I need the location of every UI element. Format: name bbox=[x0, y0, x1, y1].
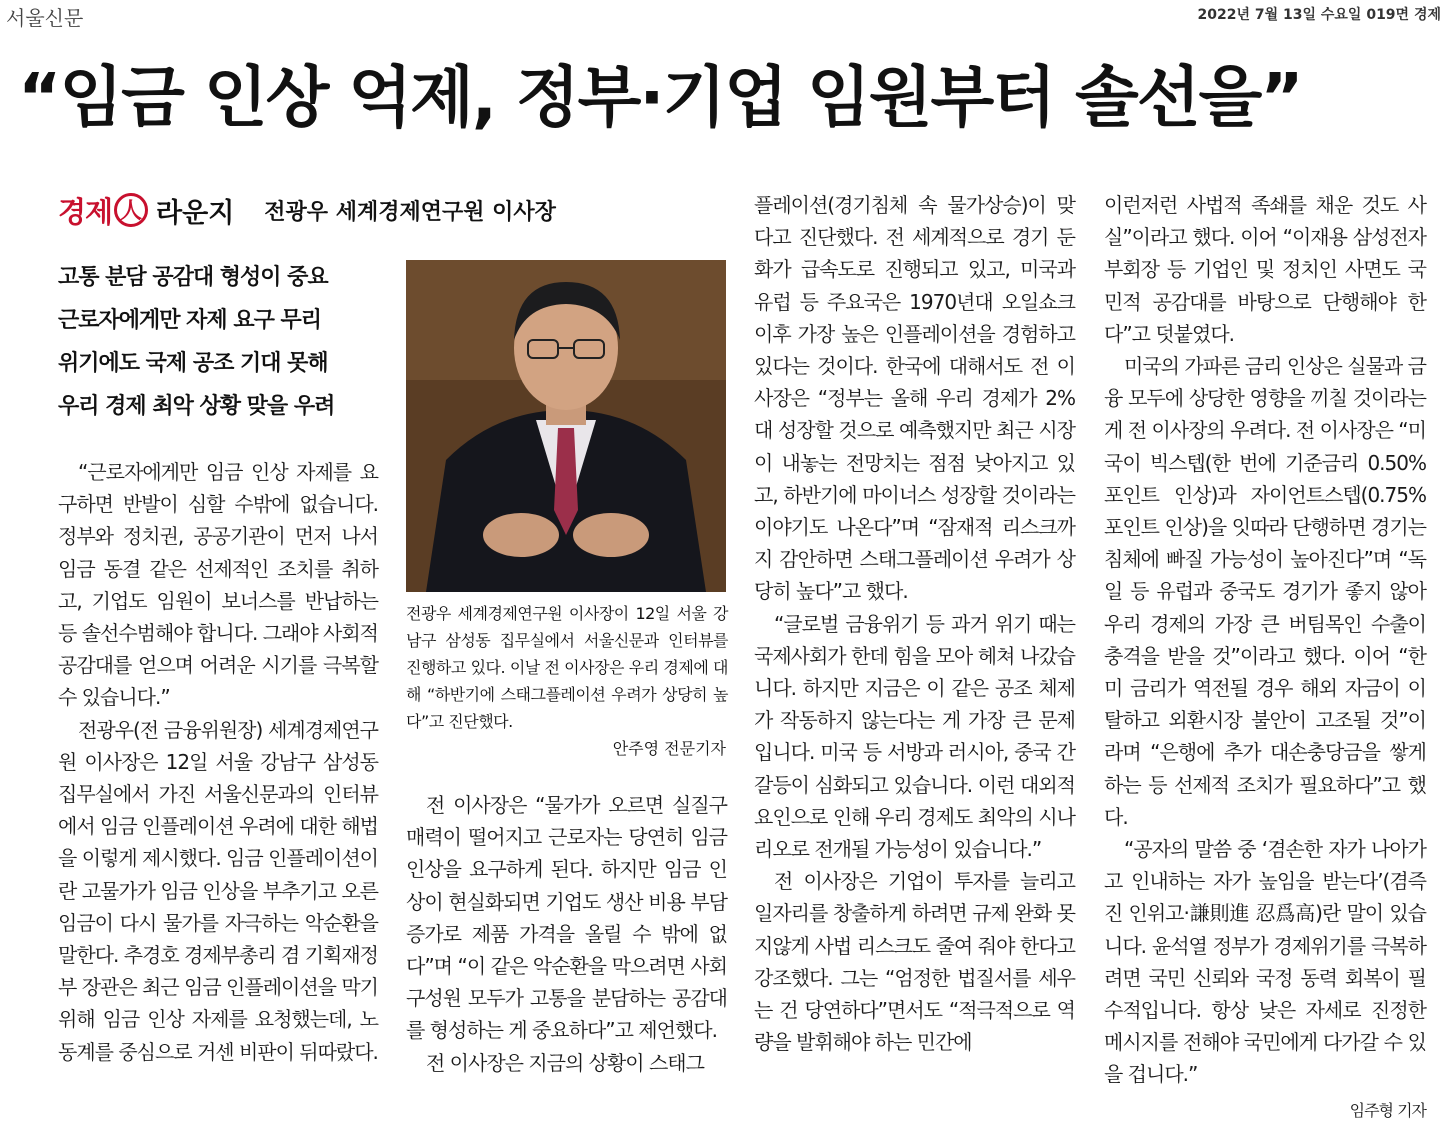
reporter-byline: 임주형 기자 bbox=[1349, 1100, 1426, 1120]
subheads bbox=[58, 256, 388, 428]
subhead: 우리 경제 최악 상황 맞을 우려 bbox=[58, 394, 335, 419]
photo-credit: 안주영 전문기자 bbox=[612, 739, 726, 758]
paragraph: 전광우(전 금융위원장) 세계경제연구원 이사장은 12일 서울 강남구 삼성동 집무실에서 가진 서울신문과의 인터뷰에서 임금 인플레이션 우려에 대한 해법을 이렇게 제시했다. 임금 인플레이션이란 고물가가 임금 인상을 부추기고 오른 임금이 다시 물가를 자극하는 악순환을 말한다. 추경호 경제부총리 겸 기획재정부 장관은 최근 임금 인플레이션을 막기 위해 임금 인상 자제를 요청했는데, 노동계를 중심으로 거센 비판이 뒤따랐다. bbox=[58, 717, 378, 1064]
masthead bbox=[0, 0, 1451, 36]
section-badge-icon: 人 bbox=[114, 193, 148, 227]
paragraph: “공자의 말씀 중 ‘겸손한 자가 나아가고 인내하는 자가 높임을 받는다’(겸즉진 인위고·謙則進 忍爲高)란 말이 있습니다. 윤석열 정부가 경제위기를 극복하려면 국민 신뢰와 국정 동력 회복이 필수적입니다. 항상 낮은 자세로 진정한 메시지를 전해야 국민에게 다가갈 수 있을 겁니다.” bbox=[1104, 837, 1426, 1087]
interview-photo bbox=[406, 260, 726, 592]
body-column-1 bbox=[58, 456, 378, 1068]
interviewee-title: 전광우 세계경제연구원 이사장 bbox=[264, 199, 556, 225]
subhead: 근로자에게만 자제 요구 무리 bbox=[58, 308, 322, 333]
paragraph: 플레이션(경기침체 속 물가상승)이 맞다고 진단했다. 전 세계적으로 경기 둔화가 급속도로 진행되고 있고, 미국과 유럽 등 주요국은 1970년대 오일쇼크 이후 가장 높은 인플레이션을 경험하고 있다는 것이다. 한국에 대해서도 전 이사장은 “정부는 올해 우리 경제가 2%대 성장할 것으로 예측했지만 최근 시장이 내놓는 전망치는 점점 낮아지고 있고, 하반기에 마이너스 성장할 것이라는 이야기도 나온다”며 “잠재적 리스크까지 감안하면 스태그플레이션 우려가 상당히 높다”고 했다. bbox=[754, 193, 1075, 604]
subhead: 위기에도 국제 공조 기대 못해 bbox=[58, 351, 328, 376]
paragraph: 미국의 가파른 금리 인상은 실물과 금융 모두에 상당한 영향을 끼칠 것이라는 게 전 이사장의 우려다. 전 이사장은 “미국이 빅스텝(한 번에 기준금리 0.50% 포인트 인상)과 자이언트스텝(0.75% 포인트 인상)을 잇따라 단행하면 경기는 침체에 빠질 가능성이 높아진다”며 “독일 등 유럽과 중국도 경기가 좋지 않아 우리 경제의 가장 큰 버팀목인 수출이 충격을 받을 것”이라고 했다. 이어 “한미 금리가 역전될 경우 해외 자금이 이탈하고 외환시장 불안이 고조될 것”이라며 “은행에 추가 대손충당금을 쌓게 하는 등 선제적 조치가 필요하다”고 했다. bbox=[1104, 354, 1426, 829]
paragraph: “글로벌 금융위기 등 과거 위기 때는 국제사회가 한데 힘을 모아 헤쳐 나갔습니다. 하지만 지금은 이 같은 공조 체제가 작동하지 않는다는 게 가장 큰 문제입니다. 미국 등 서방과 러시아, 중국 간 갈등이 심화되고 있습니다. 이런 대외적 요인으로 인해 우리 경제도 최악의 시나리오로 전개될 가능성이 있습니다.” bbox=[754, 611, 1075, 862]
portrait-illustration bbox=[406, 260, 726, 592]
paragraph: 전 이사장은 “물가가 오르면 실질구매력이 떨어지고 근로자는 당연히 임금 인상을 요구하게 된다. 하지만 임금 인상이 현실화되면 기업도 생산 비용 부담 증가로 제품 가격을 올릴 수 밖에 없다”며 “이 같은 악순환을 막으려면 사회 구성원 모두가 고통을 분담하는 공감대를 형성하는 게 중요하다”고 제언했다. bbox=[406, 793, 727, 1043]
body-column-2 bbox=[406, 789, 727, 1079]
paragraph: 전 이사장은 지금의 상황이 스태그 bbox=[426, 1050, 704, 1075]
section-bar bbox=[58, 190, 556, 230]
issue-info: 2022년 7월 13일 수요일 019면 경제 bbox=[1197, 7, 1441, 23]
photo-caption: 전광우 세계경제연구원 이사장이 12일 서울 강남구 삼성동 집무실에서 서울신문과 인터뷰를 진행하고 있다. 이날 전 이사장은 우리 경제에 대해 “하반기에 스태그플레이션 우려가 상당히 높다”고 진단했다. bbox=[406, 604, 728, 731]
body-column-4 bbox=[1104, 189, 1426, 1127]
paragraph: 이런저런 사법적 족쇄를 채운 것도 사실”이라고 했다. 이어 “이재용 삼성전자 부회장 등 기업인 및 정치인 사면도 국민적 공감대를 바탕으로 단행해야 한다”고 덧붙였다. bbox=[1104, 193, 1426, 346]
headline: “임금 인상 억제, 정부·기업 임원부터 솔선을” bbox=[18, 59, 1302, 136]
subhead: 고통 분담 공감대 형성이 중요 bbox=[58, 265, 328, 290]
paragraph: “근로자에게만 임금 인상 자제를 요구하면 반발이 심할 수밖에 없습니다. 정부와 정치권, 공공기관이 먼저 나서 임금 동결 같은 선제적인 조치를 취하고, 기업도 임원이 보너스를 반납하는 등 솔선수범해야 합니다. 그래야 사회적 공감대를 얻으며 어려운 시기를 극복할 수 있습니다.” bbox=[58, 460, 378, 710]
section-name: 경제 bbox=[58, 194, 113, 229]
paper-name: 서울신문 bbox=[6, 6, 84, 30]
paragraph: 전 이사장은 기업이 투자를 늘리고 일자리를 창출하게 하려면 규제 완화 못지않게 사법 리스크도 줄여 줘야 한다고 강조했다. 그는 “엄정한 법질서를 세우는 건 당연하다”면서도 “적극적으로 역량을 발휘해야 하는 민간에 bbox=[754, 869, 1075, 1055]
body-column-3 bbox=[754, 189, 1075, 1058]
section-name-suffix: 라운지 bbox=[156, 197, 235, 229]
